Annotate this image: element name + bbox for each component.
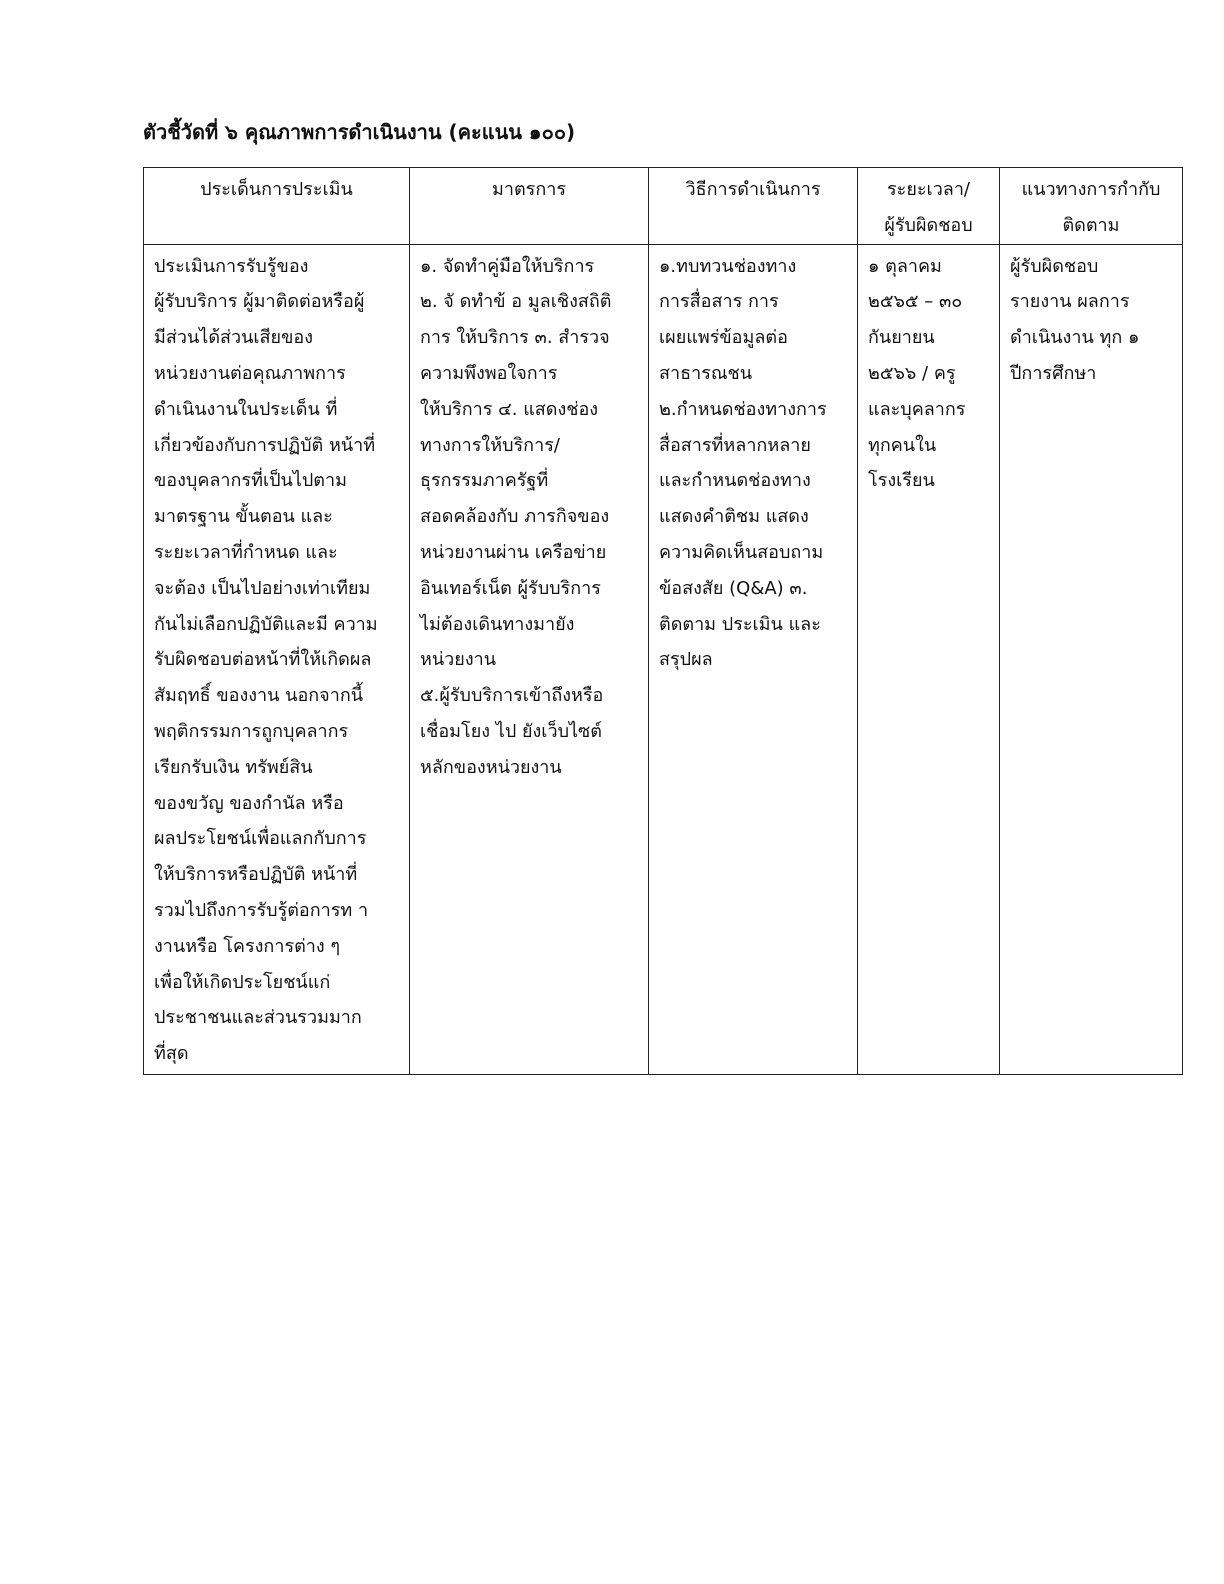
- cell-line: ๑ ตุลาคม: [868, 255, 942, 277]
- table-header-row: [144, 168, 1183, 245]
- cell-line: ให้บริการหรือปฏิบัติ หน้าที่: [154, 864, 358, 886]
- cell-line: ๕.ผู้รับบริการเข้าถึงหรือ: [420, 685, 604, 707]
- cell-line: มาตรฐาน ขั้นตอน และ: [154, 506, 333, 528]
- cell-line: ระยะเวลาที่กำหนด และ: [154, 541, 338, 563]
- cell-line: ผู้รับบริการ ผู้มาติดต่อหรือผู้: [154, 291, 365, 313]
- cell-line: และบุคลากร: [868, 398, 966, 420]
- cell-line: เผยแพร่ข้อมูลต่อ: [659, 327, 788, 349]
- cell-line: รวมไปถึงการรับรู้ต่อการท า: [154, 899, 369, 921]
- header-method: [649, 168, 858, 245]
- cell-line: และกำหนดช่องทาง: [659, 470, 811, 492]
- cell-line: หลักของหน่วยงาน: [420, 756, 562, 778]
- header-measures: [410, 168, 649, 245]
- cell-timeframe-responsible: [858, 244, 1000, 1074]
- cell-line: ๒.กำหนดช่องทางการ: [659, 398, 827, 420]
- cell-line: เรียกรับเงิน ทรัพย์สิน: [154, 756, 313, 778]
- cell-monitoring-approach: [1000, 244, 1183, 1074]
- cell-line: สาธารณชน: [659, 362, 753, 384]
- cell-line: ๒๕๖๖ / ครู: [868, 362, 956, 384]
- cell-line: เกี่ยวข้องกับการปฏิบัติ หน้าที่: [154, 434, 376, 456]
- cell-line: โรงเรียน: [868, 470, 935, 492]
- cell-line: ปีการศึกษา: [1010, 362, 1097, 384]
- cell-line: การ ให้บริการ ๓. สำรวจ: [420, 327, 610, 349]
- cell-line: หน่วยงานผ่าน เครือข่าย: [420, 541, 607, 563]
- cell-line: สอดคล้องกับ ภารกิจของ: [420, 506, 610, 528]
- cell-line: ธุรกรรมภาครัฐที่: [420, 470, 549, 492]
- cell-line: ๑. จัดทำคู่มือให้บริการ: [420, 255, 595, 277]
- cell-line: ที่สุด: [154, 1043, 189, 1065]
- cell-line: ของบุคลากรที่เป็นไปตาม: [154, 470, 347, 492]
- cell-line: ความพึงพอใจการ: [420, 362, 558, 384]
- header-timeframe-responsible: [858, 168, 1000, 245]
- cell-line: ดำเนินงานในประเด็น ที่: [154, 398, 338, 420]
- cell-line: ความคิดเห็นสอบถาม: [659, 541, 824, 563]
- cell-line: ดำเนินงาน ทุก ๑: [1010, 327, 1140, 349]
- cell-line: ผลประโยชน์เพื่อแลกกับการ: [154, 828, 367, 850]
- header-line: ผู้รับผิดชอบ: [884, 214, 973, 236]
- cell-line: ๒. จั ดทำข้ อ มูลเชิงสถิติ: [420, 291, 612, 313]
- cell-assessment-topic: [144, 244, 410, 1074]
- header-line: ระยะเวลา/: [886, 179, 970, 200]
- header-line: มาตรการ: [491, 179, 566, 200]
- cell-method: [649, 244, 858, 1074]
- header-line: วิธีการดำเนินการ: [685, 179, 821, 200]
- cell-line: ผู้รับผิดชอบ: [1010, 255, 1099, 277]
- page-title: ตัวชี้วัดที่ ๖ คุณภาพการดำเนินงาน (คะแนน ๑๐๐): [143, 120, 576, 144]
- cell-line: สัมฤทธิ์ ของงาน นอกจากนี้: [154, 685, 364, 707]
- header-assessment-topic: [144, 168, 410, 245]
- header-line: แนวทางการกำกับ: [1021, 179, 1161, 200]
- cell-line: มีส่วนได้ส่วนเสียของ: [154, 327, 313, 349]
- cell-line: ๑.ทบทวนช่องทาง: [659, 255, 797, 277]
- cell-line: รายงาน ผลการ: [1010, 291, 1130, 313]
- cell-measures: [410, 244, 649, 1074]
- cell-line: สื่อสารที่หลากหลาย: [659, 434, 811, 456]
- cell-line: ทุกคนใน: [868, 434, 937, 456]
- cell-line: ติดตาม ประเมิน และ: [659, 613, 821, 635]
- indicator-table: [143, 167, 1183, 1075]
- cell-line: พฤติกรรมการถูกบุคลากร: [154, 720, 349, 742]
- cell-line: การสื่อสาร การ: [659, 291, 779, 313]
- cell-line: จะต้อง เป็นไปอย่างเท่าเทียม: [154, 577, 371, 599]
- cell-line: หน่วยงาน: [420, 649, 497, 671]
- cell-line: เพื่อให้เกิดประโยชน์แก่: [154, 971, 331, 993]
- cell-line: อินเทอร์เน็ต ผู้รับบริการ: [420, 577, 601, 599]
- cell-line: ประเมินการรับรู้ของ: [154, 255, 309, 277]
- header-line: ประเด็นการประเมิน: [200, 179, 353, 200]
- cell-line: เชื่อมโยง ไป ยังเว็บไซต์: [420, 720, 602, 742]
- header-line: ติดตาม: [1062, 214, 1120, 236]
- cell-line: สรุปผล: [659, 649, 713, 671]
- cell-line: แสดงคำติชม แสดง: [659, 506, 809, 528]
- cell-line: กันยายน: [868, 327, 935, 349]
- cell-line: ๒๕๖๕ – ๓๐: [868, 291, 963, 313]
- cell-line: หน่วยงานต่อคุณภาพการ: [154, 362, 346, 384]
- table-row: [144, 244, 1183, 1074]
- cell-line: ประชาชนและส่วนรวมมาก: [154, 1007, 362, 1029]
- cell-line: ให้บริการ ๔. แสดงช่อง: [420, 398, 599, 420]
- cell-line: ข้อสงสัย (Q&A) ๓.: [659, 577, 808, 599]
- cell-line: ไม่ต้องเดินทางมายัง: [420, 613, 575, 635]
- cell-line: รับผิดชอบต่อหน้าที่ให้เกิดผล: [154, 649, 372, 671]
- cell-line: กันไม่เลือกปฏิบัติและมี ความ: [154, 613, 378, 635]
- cell-line: งานหรือ โครงการต่าง ๆ: [154, 935, 341, 957]
- cell-line: ของขวัญ ของกำนัล หรือ: [154, 792, 344, 814]
- cell-line: ทางการให้บริการ/: [420, 434, 560, 456]
- header-monitoring-approach: [1000, 168, 1183, 245]
